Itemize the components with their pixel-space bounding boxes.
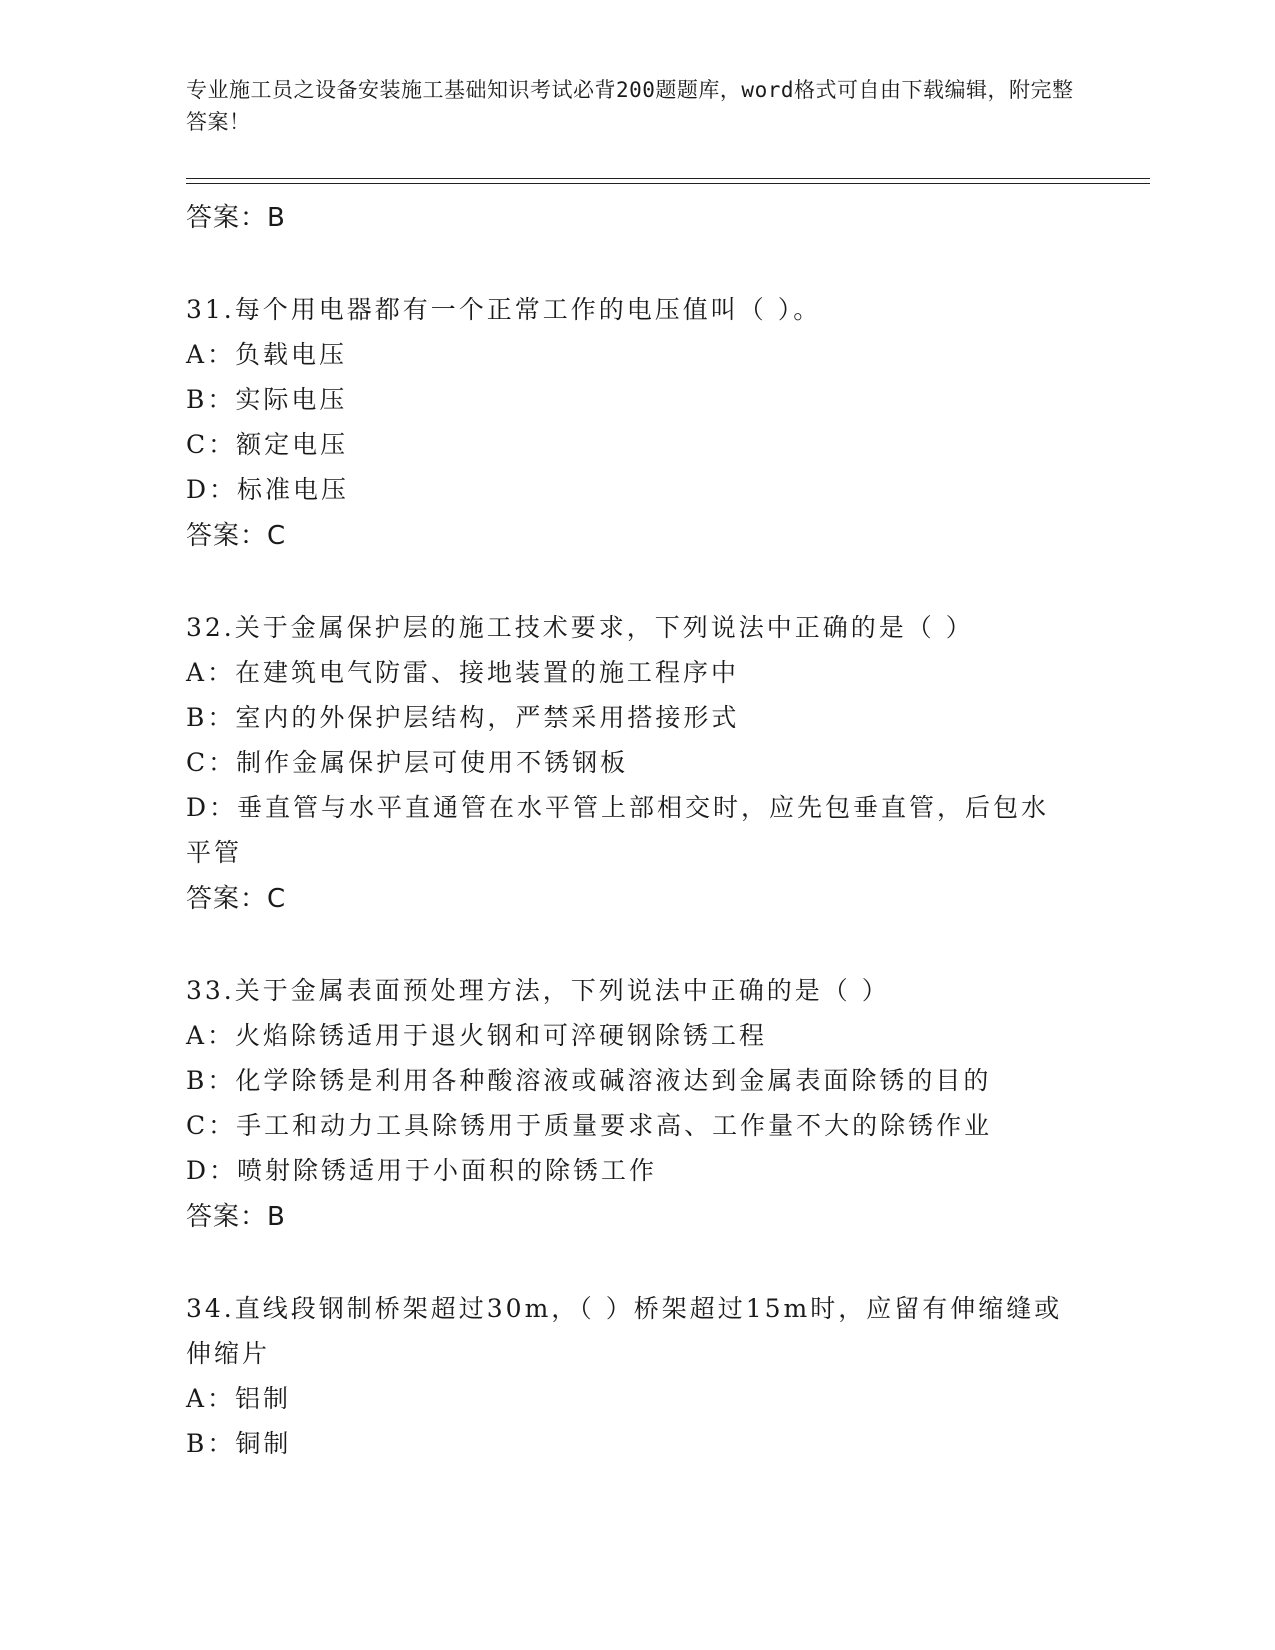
header-divider-top (186, 178, 1150, 179)
question-list (186, 190, 1076, 1466)
answer-line: 答案：B (186, 1202, 286, 1232)
option-c: C：手工和动力工具除锈用于质量要求高、工作量不大的除锈作业 (186, 1111, 993, 1140)
option-d: D：喷射除锈适用于小面积的除锈工作 (186, 1156, 658, 1185)
question-31 (186, 287, 1076, 559)
question-34 (186, 1286, 1076, 1466)
answer-line: 答案：B (186, 203, 286, 233)
question-stem: 32.关于金属保护层的施工技术要求，下列说法中正确的是（ ） (186, 613, 974, 642)
option-d: D：标准电压 (186, 475, 350, 504)
question-32 (186, 605, 1076, 922)
option-a: A：铝制 (186, 1384, 292, 1413)
option-b: B：室内的外保护层结构，严禁采用搭接形式 (186, 703, 740, 732)
option-b: B：铜制 (186, 1429, 292, 1458)
answer-line: 答案：C (186, 884, 287, 914)
document-header: 专业施工员之设备安装施工基础知识考试必背200题题库，word格式可自由下载编辑，附完整答案！ (186, 78, 1074, 134)
question-stem: 33.关于金属表面预处理方法，下列说法中正确的是（ ） (186, 976, 890, 1005)
option-a: A：火焰除锈适用于退火钢和可淬硬钢除锈工程 (186, 1021, 768, 1050)
option-b: B：化学除锈是利用各种酸溶液或碱溶液达到金属表面除锈的目的 (186, 1066, 992, 1095)
option-a: A：在建筑电气防雷、接地装置的施工程序中 (186, 658, 740, 687)
option-c: C：额定电压 (186, 430, 349, 459)
option-a: A：负载电压 (186, 340, 348, 369)
answer-line: 答案：C (186, 521, 287, 551)
option-b: B：实际电压 (186, 385, 348, 414)
header-divider-bottom (186, 183, 1150, 184)
question-stem: 34.直线段钢制桥架超过30m，（ ）桥架超过15m时，应留有伸缩缝或伸缩片 (186, 1294, 1063, 1368)
question-stem: 31.每个用电器都有一个正常工作的电压值叫（ ）。 (186, 295, 822, 324)
question-33 (186, 968, 1076, 1240)
option-d: D：垂直管与水平直通管在水平管上部相交时，应先包垂直管，后包水平管 (186, 793, 1050, 867)
option-c: C：制作金属保护层可使用不锈钢板 (186, 748, 629, 777)
